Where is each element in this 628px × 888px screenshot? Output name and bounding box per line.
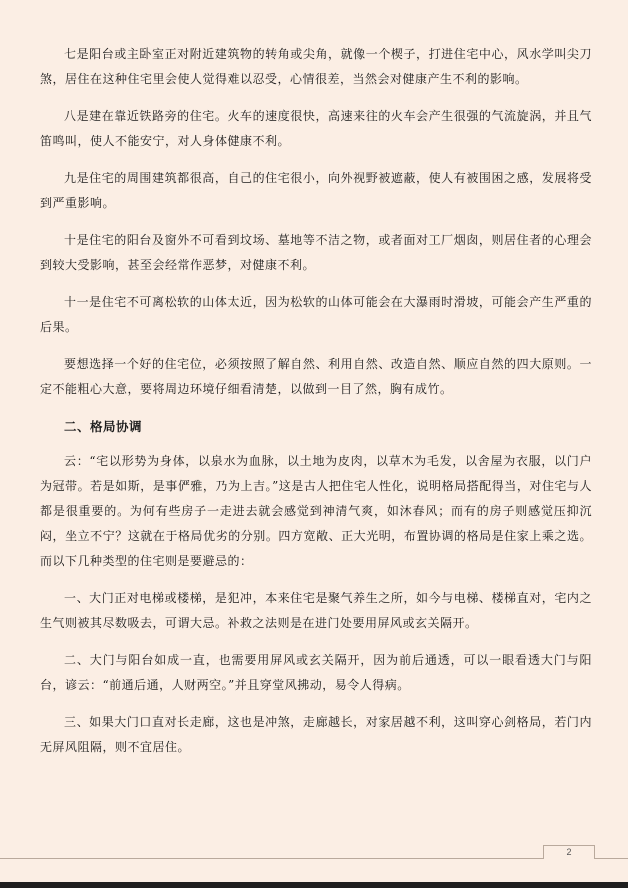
bottom-border	[0, 882, 628, 888]
paragraph-principles: 要想选择一个好的住宅位，必须按照了解自然、利用自然、改造自然、顺应自然的四大原则。一定不能粗心大意，要将周边环境仔细看清楚，以做到一目了然，胸有成竹。	[40, 357, 592, 396]
paragraph-quote: 云：“宅以形势为身体，以泉水为血脉，以土地为皮肉，以草木为毛发，以舍屋为衣服，以门户为冠带。若是如斯，是事俨雅，乃为上吉。”这是古人把住宅人性化，说明格局搭配得当，对住宅与人都是很重要的。为何有些房子一走进去就会感觉到神清气爽，如沐春风；而有的房子则感觉压抑沉闷，坐立不宁？这就在于格局优劣的分别。四方宽敞、正大光明，布置协调的格局是住家上乘之选。而以下几种类型的住宅则是要避忌的：	[40, 454, 592, 568]
page-content	[40, 42, 592, 772]
paragraph-item-2: 二、大门与阳台如成一直，也需要用屏风或玄关隔开，因为前后通透，可以一眼看透大门与阳台，谚云：“前通后通，人财两空。”并且穿堂风拂动，易令人得病。	[40, 653, 592, 692]
section-heading: 二、格局协调	[64, 419, 143, 434]
paragraph-7: 七是阳台或主卧室正对附近建筑物的转角或尖角，就像一个楔子，打进住宅中心，风水学叫尖刀煞，居住在这种住宅里会使人觉得难以忍受，心情很差，当然会对健康产生不利的影响。	[40, 47, 592, 86]
paragraph-10: 十是住宅的阳台及窗外不可看到坟场、墓地等不洁之物，或者面对工厂烟囱，则居住者的心理会到较大受影响，甚至会经常作恶梦，对健康不利。	[40, 233, 592, 272]
paragraph-item-3: 三、如果大门口直对长走廊，这也是冲煞，走廊越长，对家居越不利，这叫穿心剑格局，若门内无屏风阻隔，则不宜居住。	[40, 715, 592, 754]
paragraph-11: 十一是住宅不可离松软的山体太近，因为松软的山体可能会在大瀑雨时滑坡，可能会产生严重的后果。	[40, 295, 592, 334]
paragraph-8: 八是建在靠近铁路旁的住宅。火车的速度很快，高速来往的火车会产生很强的气流旋涡，并且气笛鸣叫，使人不能安宁，对人身体健康不利。	[40, 109, 592, 148]
paragraph-9: 九是住宅的周围建筑都很高，自己的住宅很小，向外视野被遮蔽，使人有被围困之感，发展将受到严重影响。	[40, 171, 592, 210]
page-number: 2	[543, 845, 595, 859]
footer-divider	[0, 858, 628, 859]
paragraph-item-1: 一、大门正对电梯或楼梯，是犯冲，本来住宅是聚气养生之所，如今与电梯、楼梯直对，宅内之生气则被其尽数吸去，可谓大忌。补救之法则是在进门处要用屏风或玄关隔开。	[40, 591, 592, 630]
